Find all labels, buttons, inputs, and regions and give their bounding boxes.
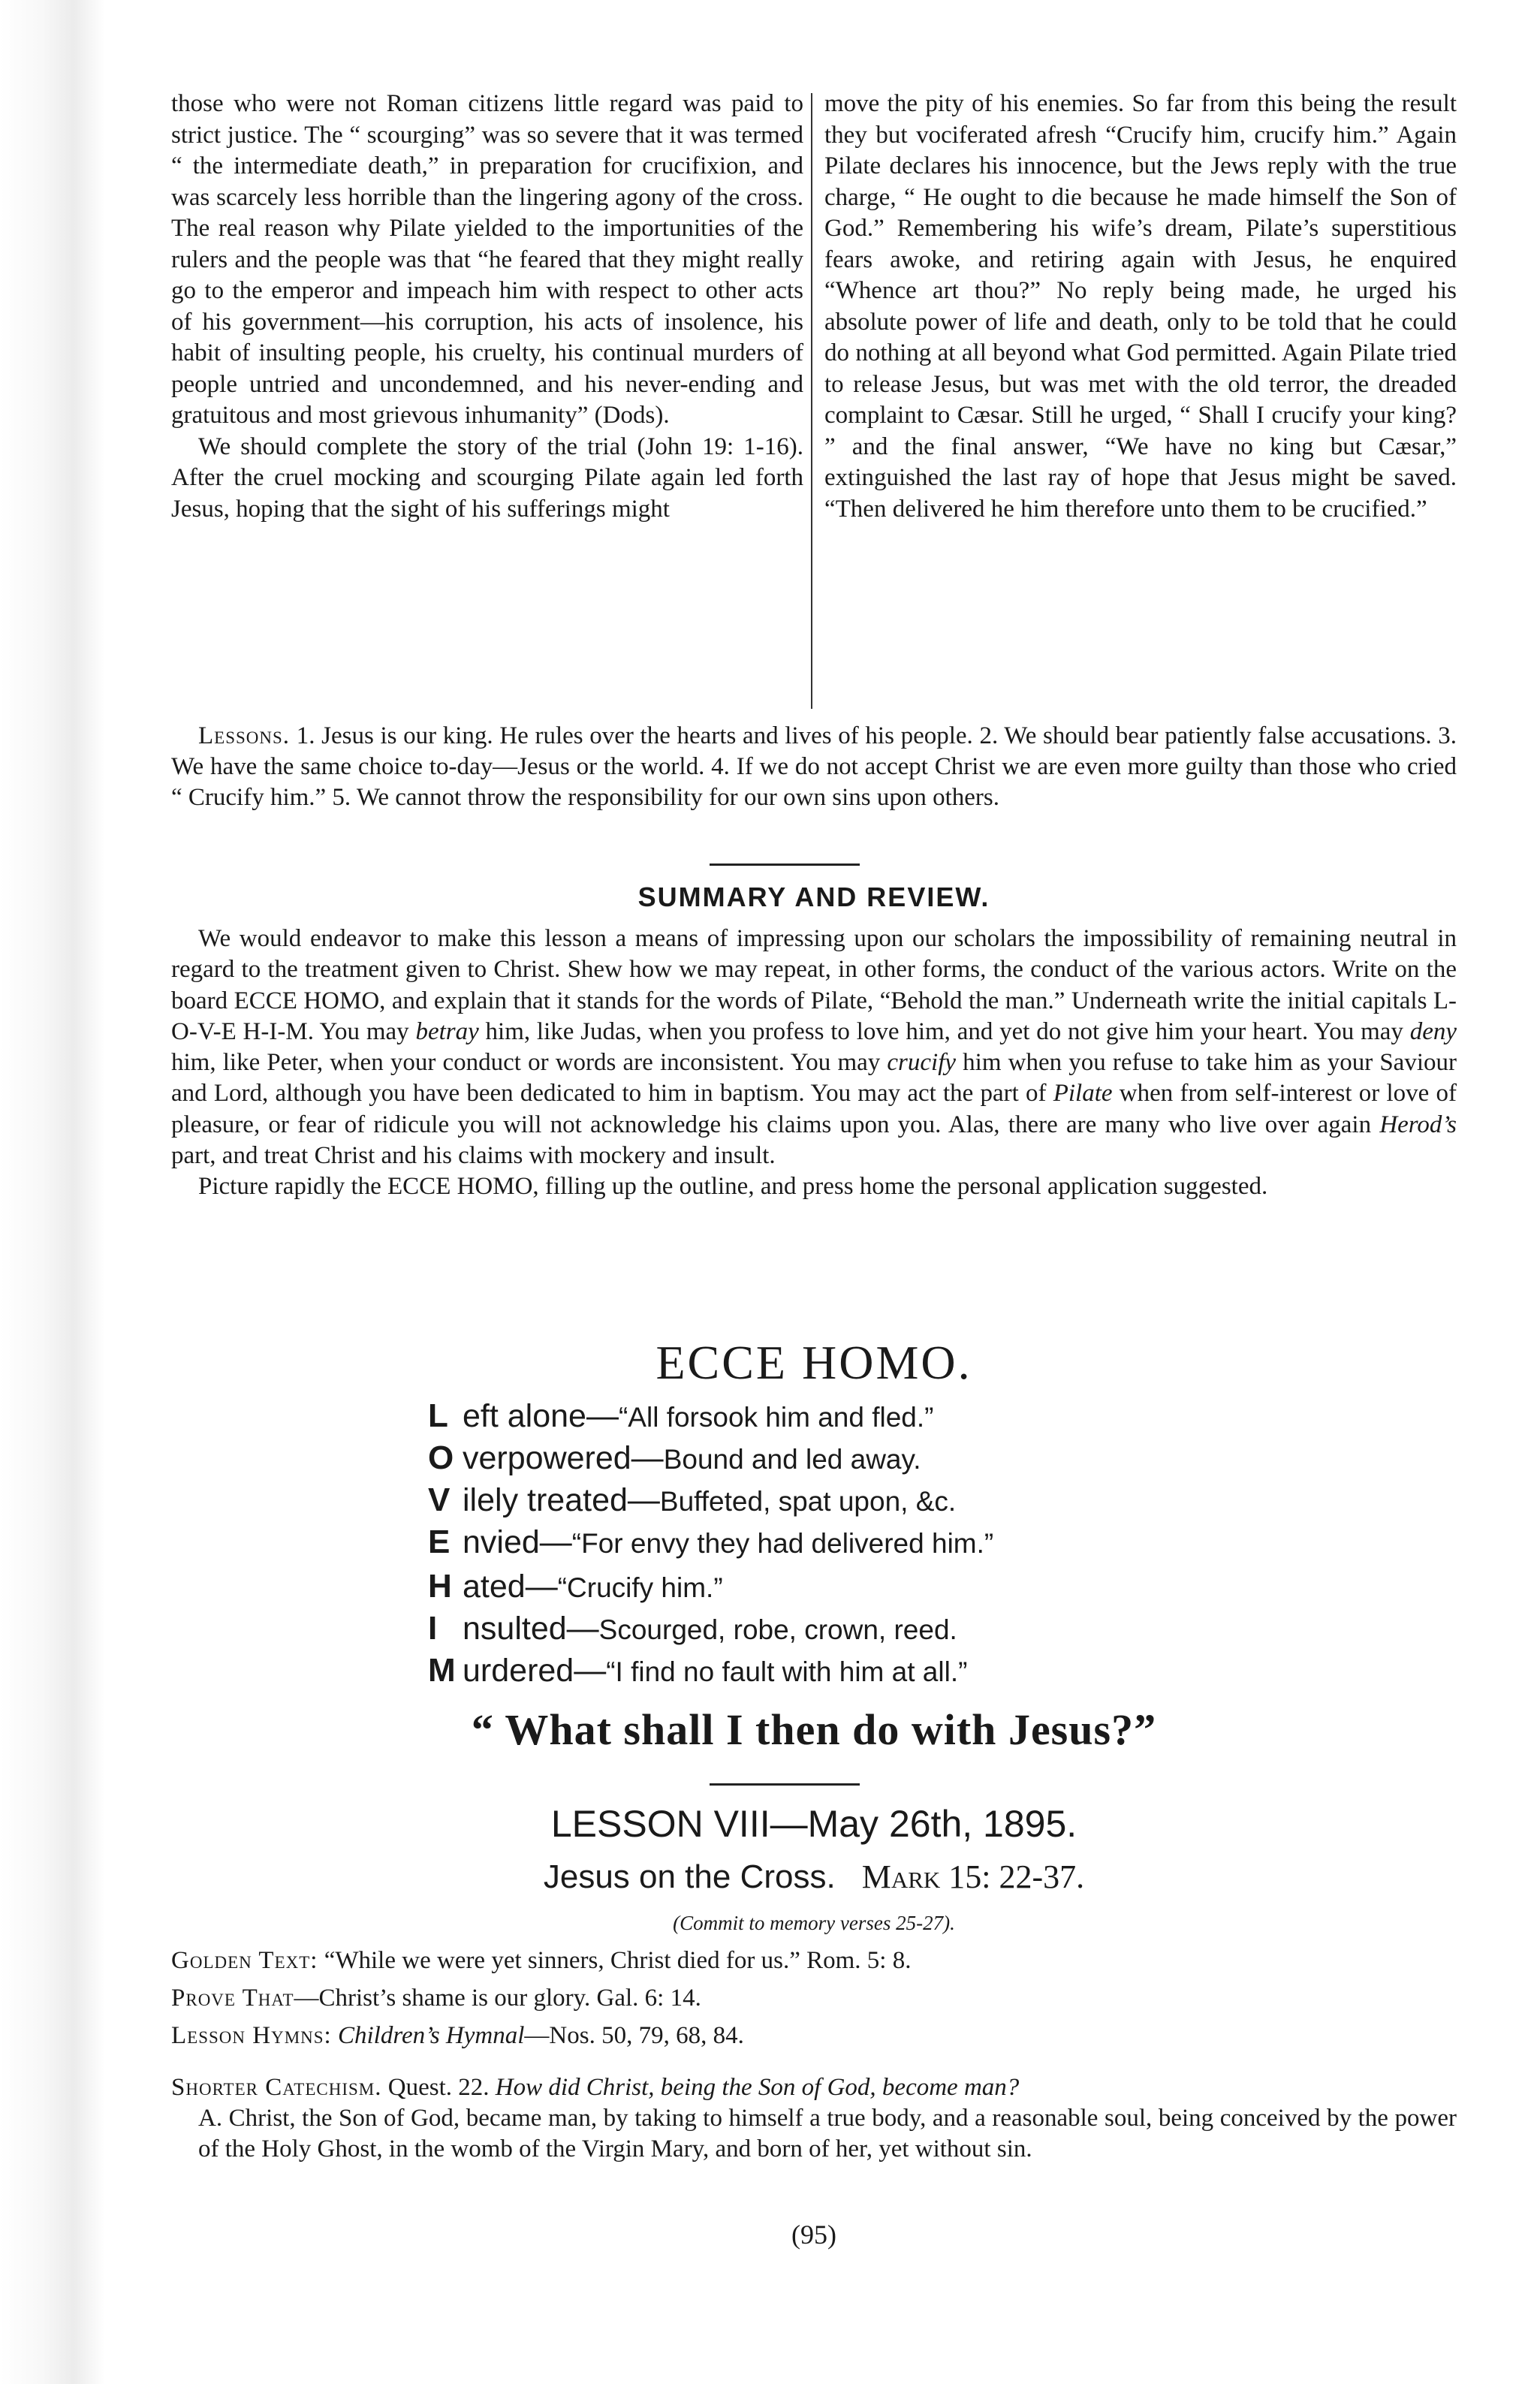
lesson-title: LESSON VIII—May 26th, 1895. <box>550 1803 1077 1845</box>
acrostic-line <box>428 1479 1404 1521</box>
acrostic-desc: “All forsook him and fled.” <box>618 1402 934 1433</box>
acrostic-line <box>428 1608 1404 1650</box>
lesson-hymns-label: Lesson Hymns: <box>171 2022 332 2049</box>
summary-herod: Herod’s <box>1379 1111 1457 1138</box>
summary-text-d: him when you refuse to take him as your Saviour and Lord, although you have been dedicated to him in baptism. You may act the part of <box>171 1049 1457 1108</box>
commit-note: (Commit to memory verses 25-27). <box>673 1912 955 1934</box>
lesson-subtitle-line <box>171 1858 1457 1896</box>
catechism-label: Shorter Catechism. <box>171 2074 382 2101</box>
summary-crucify: crucify <box>887 1049 957 1077</box>
page-number: (95) <box>791 2220 836 2250</box>
prove-that-body: —Christ’s shame is our glory. Gal. 6: 14. <box>294 1985 701 2012</box>
summary-text-c: him, like Peter, when your conduct or words are inconsistent. You may <box>171 1049 888 1077</box>
acrostic-line <box>428 1395 1404 1437</box>
golden-text-label: Golden Text: <box>171 1947 318 1974</box>
acrostic-desc: “Crucify him.” <box>557 1572 723 1603</box>
acrostic-line <box>428 1521 1404 1563</box>
lesson-reference: Mark 15: 22-37. <box>861 1858 1085 1895</box>
catechism-question: How did Christ, being the Son of God, become man? <box>495 2074 1020 2101</box>
lesson-hymns-book: Children’s Hymnal <box>337 2022 525 2049</box>
acrostic-desc: “I find no fault with him at all.” <box>606 1656 968 1687</box>
lesson-hymns-numbers: —Nos. 50, 79, 68, 84. <box>524 2022 744 2049</box>
left-column-paragraph-1: those who were not Roman citizens little regard was paid to strict justice. The “ scourging” was so severe that it was termed “ the intermediate death,” in preparation for crucifixion, and was scarcely less horrible than the lingering agony of the cross. The real reason why Pilate yielded to the importunities of the rulers and the people was that “he feared that they might really go to the emperor and impeach him with respect to other acts of his government—his corruption, his acts of insolence, his habit of insulting people, his cruelty, his continual murders of people untried and uncondemned, and his never-ending and gratuitous and most grievous inhumanity” (Dods). <box>171 90 803 429</box>
acrostic-word: nvied— <box>463 1524 572 1560</box>
acrostic-him <box>428 1566 1404 1692</box>
catechism-answer: A. Christ, the Son of God, became man, by taking to himself a true body, and a reasonable soul, being conceived by the power of the Holy Ghost, in the womb of the Virgin Mary, and born of her, yet without sin. <box>198 2105 1457 2162</box>
summary-paragraph-2: Picture rapidly the ECCE HOMO, filling up the outline, and press home the personal application suggested. <box>198 1173 1268 1201</box>
acrostic-desc: Buffeted, spat upon, &c. <box>659 1486 957 1517</box>
lesson-hymns <box>171 2020 1457 2051</box>
acrostic-line <box>428 1437 1404 1479</box>
summary-betray: betray <box>415 1017 479 1045</box>
acrostic-word: nsulted— <box>463 1611 599 1647</box>
two-column-text <box>171 89 1457 712</box>
page-binding-edge <box>0 0 105 2384</box>
summary-heading: SUMMARY AND REVIEW. <box>637 882 990 912</box>
acrostic-letter: H <box>428 1568 452 1605</box>
acrostic-desc: Scourged, robe, crown, reed. <box>598 1614 957 1645</box>
right-column-paragraph: move the pity of his enemies. So far from this being the result they but vociferated afresh “Crucify him, crucify him.” Again Pilate declares his innocence, but the Jews reply with the true charge, “ He ought to die because he made himself the Son of God.” Remembering his wife’s dream, Pilate’s superstitious fears awoke, and retiring again with Jesus, he enquired “Whence art thou?” No reply being made, he urged his absolute power of life and death, only to be told that he could do nothing at all beyond what God permitted. Again Pilate tried to release Jesus, but was met with the old terror, the dreaded complaint to Cæsar. Still he urged, “ Shall I crucify your king? ” and the final answer, “We have no king but Cæsar,” extinguished the last ray of hope that Jesus might be saved. “Then delivered he him therefore unto them to be crucified.” <box>824 90 1457 523</box>
summary-text-e: when from self-interest or love of pleasure, or fear of ridicule you will not acknowledge his claims upon you. Alas, there are many who live over again <box>171 1080 1457 1138</box>
acrostic-love <box>428 1395 1404 1563</box>
left-column-paragraph-2: We should complete the story of the trial (John 19: 1-16). After the cruel mocking and scourging Pilate again led forth Jesus, hoping that the sight of his sufferings might <box>171 432 803 523</box>
summary-paragraph-1 <box>171 924 1457 1171</box>
prove-that <box>171 1982 1457 2014</box>
summary-deny: deny <box>1409 1017 1457 1045</box>
acrostic-line <box>428 1650 1404 1692</box>
column-divider <box>811 93 812 709</box>
acrostic-letter: E <box>428 1524 451 1560</box>
acrostic-letter: V <box>428 1481 451 1518</box>
divider-rule <box>710 1783 860 1786</box>
golden-text-body: “While we were yet sinners, Christ died for us.” Rom. 5: 8. <box>324 1947 912 1974</box>
acrostic-word: verpowered— <box>463 1440 664 1476</box>
acrostic-letter: L <box>428 1397 448 1434</box>
acrostic-letter: M <box>428 1652 456 1689</box>
summary-text-b: him, like Judas, when you profess to love him, and yet do not give him your heart. You may <box>478 1017 1410 1045</box>
divider-rule <box>710 863 860 866</box>
acrostic-word: urdered— <box>463 1653 607 1689</box>
lessons-paragraph <box>171 721 1457 813</box>
acrostic-word: ated— <box>463 1569 558 1605</box>
prove-that-label: Prove That <box>171 1985 294 2012</box>
shorter-catechism <box>171 2072 1457 2165</box>
summary-text-f: part, and treat Christ and his claims with mockery and insult. <box>171 1142 776 1170</box>
golden-text <box>171 1945 1457 1976</box>
left-column <box>171 89 803 525</box>
right-column <box>824 89 1457 525</box>
lessons-label: Lessons. <box>198 722 291 749</box>
summary-pilate: Pilate <box>1053 1080 1113 1108</box>
lessons-text: 1. Jesus is our king. He rules over the hearts and lives of his people. 2. We should bear patiently false accusations. 3. We have the same choice to-day—Jesus or the world. 4. If we do not accept Christ we are even more guilty than those who cried “ Crucify him.” 5. We cannot throw the responsibility for our own sins upon others. <box>171 722 1457 811</box>
acrostic-word: eft alone— <box>463 1398 619 1434</box>
ecce-homo-title: ECCE HOMO. <box>655 1336 972 1389</box>
lesson-subtitle: Jesus on the Cross. <box>543 1858 836 1895</box>
summary-text-a: We would endeavor to make this lesson a means of impressing upon our scholars the impossibility of remaining neutral in regard to the treatment given to Christ. Shew how we may repeat, in other forms, the conduct of the various actors. Write on the board ECCE HOMO, and explain that it stands for the words of Pilate, “Behold the man.” Underneath write the initial capitals L-O-V-E H-I-M. You may <box>171 925 1457 1045</box>
acrostic-desc: Bound and led away. <box>663 1444 921 1475</box>
summary-section <box>171 924 1457 1203</box>
catechism-question-number: Quest. 22. <box>387 2074 490 2101</box>
acrostic-letter: I <box>428 1610 438 1647</box>
catechism-question-line <box>171 2072 1457 2103</box>
closing-question: “ What shall I then do with Jesus?” <box>471 1705 1157 1754</box>
acrostic-line <box>428 1566 1404 1608</box>
acrostic-letter: O <box>428 1439 454 1476</box>
acrostic-word: ilely treated— <box>463 1482 660 1518</box>
acrostic-desc: “For envy they had delivered him.” <box>571 1528 994 1559</box>
